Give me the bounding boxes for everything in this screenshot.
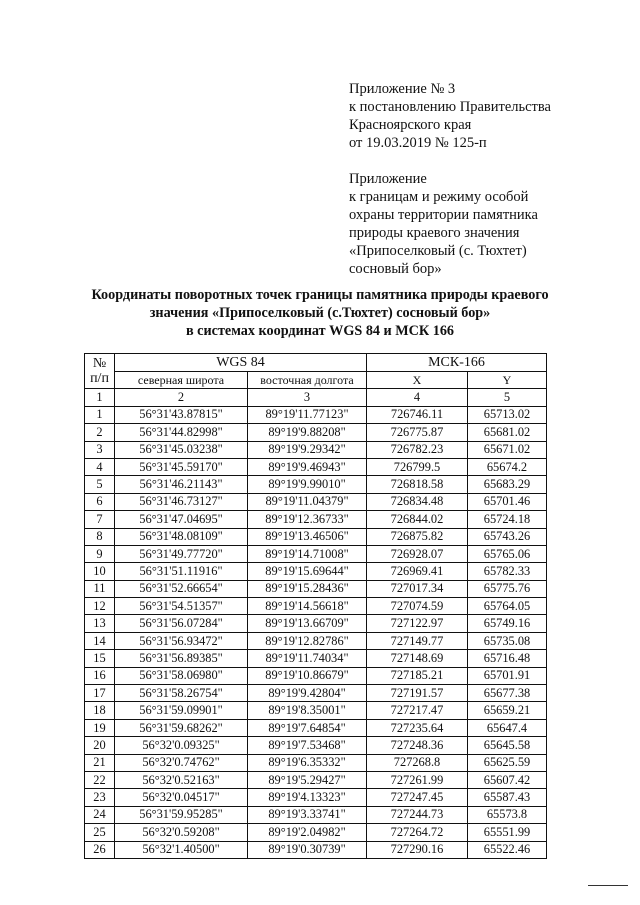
y-cell: 65573.8	[468, 806, 547, 823]
appendix-line: от 19.03.2019 № 125-п	[349, 135, 487, 151]
longitude-cell: 89°19'15.28436"	[248, 580, 367, 597]
table-row	[85, 719, 547, 736]
y-cell: 65625.59	[468, 754, 547, 771]
x-cell: 726844.02	[367, 511, 468, 528]
x-cell: 726969.41	[367, 563, 468, 580]
longitude-cell: 89°19'7.53468"	[248, 737, 367, 754]
point-number: 3	[85, 441, 115, 458]
table-row	[85, 511, 547, 528]
x-cell: 726928.07	[367, 545, 468, 562]
x-cell: 726775.87	[367, 424, 468, 441]
table-row	[85, 528, 547, 545]
table-row	[85, 493, 547, 510]
latitude-cell: 56°31'59.09901"	[115, 702, 248, 719]
point-number: 15	[85, 650, 115, 667]
x-cell: 727074.59	[367, 598, 468, 615]
longitude-cell: 89°19'12.36733"	[248, 511, 367, 528]
table-row	[85, 632, 547, 649]
y-cell: 65782.33	[468, 563, 547, 580]
table-row	[85, 545, 547, 562]
latitude-cell: 56°31'45.03238"	[115, 441, 248, 458]
appendix-line: сосновый бор»	[349, 261, 442, 277]
table-row	[85, 476, 547, 493]
x-cell: 727122.97	[367, 615, 468, 632]
table-row	[85, 458, 547, 475]
point-number: 17	[85, 685, 115, 702]
table-row	[85, 771, 547, 788]
y-cell: 65647.4	[468, 719, 547, 736]
y-cell: 65607.42	[468, 771, 547, 788]
latitude-cell: 56°31'56.89385"	[115, 650, 248, 667]
x-cell: 727217.47	[367, 702, 468, 719]
column-number-row	[85, 389, 547, 406]
title-line: Координаты поворотных точек границы памятника природы краевого	[91, 287, 549, 303]
latitude-cell: 56°31'52.66654"	[115, 580, 248, 597]
column-number: 5	[468, 389, 547, 406]
table-row	[85, 580, 547, 597]
x-cell: 727185.21	[367, 667, 468, 684]
table-header-row	[85, 354, 547, 372]
longitude-cell: 89°19'6.35332"	[248, 754, 367, 771]
latitude-cell: 56°32'0.04517"	[115, 789, 248, 806]
longitude-cell: 89°19'12.82786"	[248, 632, 367, 649]
latitude-cell: 56°32'1.40500"	[115, 841, 248, 858]
appendix-line: охраны территории памятника	[349, 207, 538, 223]
longitude-cell: 89°19'3.33741"	[248, 806, 367, 823]
latitude-cell: 56°31'47.04695"	[115, 511, 248, 528]
longitude-cell: 89°19'9.88208"	[248, 424, 367, 441]
table-subheader-row	[85, 372, 547, 389]
x-cell: 727290.16	[367, 841, 468, 858]
longitude-cell: 89°19'9.99010"	[248, 476, 367, 493]
table-row	[85, 806, 547, 823]
table-row	[85, 824, 547, 841]
point-number: 10	[85, 563, 115, 580]
table-row	[85, 424, 547, 441]
point-number: 26	[85, 841, 115, 858]
latitude-cell: 56°32'0.74762"	[115, 754, 248, 771]
msk166-header: МСК-166	[367, 354, 547, 372]
longitude-header: восточная долгота	[248, 372, 367, 389]
document-title	[0, 286, 640, 340]
latitude-cell: 56°31'59.68262"	[115, 719, 248, 736]
longitude-cell: 89°19'14.56618"	[248, 598, 367, 615]
y-cell: 65551.99	[468, 824, 547, 841]
latitude-cell: 56°32'0.09325"	[115, 737, 248, 754]
point-number: 4	[85, 458, 115, 475]
y-cell: 65681.02	[468, 424, 547, 441]
latitude-header: северная широта	[115, 372, 248, 389]
column-number: 2	[115, 389, 248, 406]
x-cell: 726782.23	[367, 441, 468, 458]
table-row	[85, 615, 547, 632]
y-cell: 65645.58	[468, 737, 547, 754]
y-cell: 65716.48	[468, 650, 547, 667]
appendix-reference-block	[349, 80, 629, 278]
appendix-line: к постановлению Правительства	[349, 99, 551, 115]
x-cell: 726818.58	[367, 476, 468, 493]
latitude-cell: 56°31'49.77720"	[115, 545, 248, 562]
latitude-cell: 56°31'56.93472"	[115, 632, 248, 649]
table-row	[85, 598, 547, 615]
point-number: 25	[85, 824, 115, 841]
x-cell: 727248.36	[367, 737, 468, 754]
point-number: 13	[85, 615, 115, 632]
point-number: 6	[85, 493, 115, 510]
point-number: 24	[85, 806, 115, 823]
longitude-cell: 89°19'14.71008"	[248, 545, 367, 562]
longitude-cell: 89°19'2.04982"	[248, 824, 367, 841]
x-cell: 727268.8	[367, 754, 468, 771]
point-number: 8	[85, 528, 115, 545]
point-number: 21	[85, 754, 115, 771]
longitude-cell: 89°19'11.04379"	[248, 493, 367, 510]
latitude-cell: 56°31'46.21143"	[115, 476, 248, 493]
point-number: 2	[85, 424, 115, 441]
y-cell: 65683.29	[468, 476, 547, 493]
latitude-cell: 56°31'46.73127"	[115, 493, 248, 510]
y-header: Y	[468, 372, 547, 389]
point-number: 23	[85, 789, 115, 806]
point-number: 19	[85, 719, 115, 736]
y-cell: 65701.91	[468, 667, 547, 684]
longitude-cell: 89°19'5.29427"	[248, 771, 367, 788]
x-cell: 727244.73	[367, 806, 468, 823]
x-cell: 727247.45	[367, 789, 468, 806]
latitude-cell: 56°31'43.87815"	[115, 406, 248, 423]
y-cell: 65713.02	[468, 406, 547, 423]
y-cell: 65743.26	[468, 528, 547, 545]
x-cell: 727191.57	[367, 685, 468, 702]
longitude-cell: 89°19'13.66709"	[248, 615, 367, 632]
point-number: 22	[85, 771, 115, 788]
appendix-line: «Припоселковый (с. Тюхтет)	[349, 243, 527, 259]
x-cell: 727264.72	[367, 824, 468, 841]
number-header-line2: п/п	[90, 371, 109, 387]
appendix-line: Приложение № 3	[349, 81, 456, 97]
table-row	[85, 737, 547, 754]
table-row	[85, 702, 547, 719]
longitude-cell: 89°19'4.13323"	[248, 789, 367, 806]
appendix-line: к границам и режиму особой	[349, 189, 529, 205]
y-cell: 65735.08	[468, 632, 547, 649]
column-number: 3	[248, 389, 367, 406]
longitude-cell: 89°19'9.42804"	[248, 685, 367, 702]
x-cell: 726799.5	[367, 458, 468, 475]
y-cell: 65749.16	[468, 615, 547, 632]
title-line: в системах координат WGS 84 и МСК 166	[185, 323, 455, 339]
column-number: 4	[367, 389, 468, 406]
point-number: 16	[85, 667, 115, 684]
x-cell: 727149.77	[367, 632, 468, 649]
y-cell: 65775.76	[468, 580, 547, 597]
table-row	[85, 667, 547, 684]
latitude-cell: 56°31'58.06980"	[115, 667, 248, 684]
appendix-line: природы краевого значения	[349, 225, 520, 241]
y-cell: 65587.43	[468, 789, 547, 806]
y-cell: 65522.46	[468, 841, 547, 858]
latitude-cell: 56°31'58.26754"	[115, 685, 248, 702]
y-cell: 65674.2	[468, 458, 547, 475]
latitude-cell: 56°31'45.59170"	[115, 458, 248, 475]
x-cell: 727017.34	[367, 580, 468, 597]
y-cell: 65764.05	[468, 598, 547, 615]
longitude-cell: 89°19'15.69644"	[248, 563, 367, 580]
appendix-line: Приложение	[349, 171, 427, 187]
latitude-cell: 56°32'0.59208"	[115, 824, 248, 841]
y-cell: 65701.46	[468, 493, 547, 510]
column-number: 1	[85, 389, 115, 406]
x-cell: 726834.48	[367, 493, 468, 510]
point-number: 14	[85, 632, 115, 649]
table-row	[85, 685, 547, 702]
y-cell: 65677.38	[468, 685, 547, 702]
point-number: 12	[85, 598, 115, 615]
table-row	[85, 441, 547, 458]
point-number: 9	[85, 545, 115, 562]
number-header	[85, 354, 115, 389]
y-cell: 65724.18	[468, 511, 547, 528]
latitude-cell: 56°31'54.51357"	[115, 598, 248, 615]
longitude-cell: 89°19'0.30739"	[248, 841, 367, 858]
longitude-cell: 89°19'7.64854"	[248, 719, 367, 736]
point-number: 18	[85, 702, 115, 719]
y-cell: 65671.02	[468, 441, 547, 458]
table-row	[85, 406, 547, 423]
latitude-cell: 56°31'51.11916"	[115, 563, 248, 580]
longitude-cell: 89°19'11.77123"	[248, 406, 367, 423]
number-header-line1: №	[92, 356, 107, 372]
latitude-cell: 56°31'48.08109"	[115, 528, 248, 545]
x-header: X	[367, 372, 468, 389]
x-cell: 727235.64	[367, 719, 468, 736]
x-cell: 727148.69	[367, 650, 468, 667]
x-cell: 726746.11	[367, 406, 468, 423]
longitude-cell: 89°19'9.29342"	[248, 441, 367, 458]
y-cell: 65659.21	[468, 702, 547, 719]
point-number: 20	[85, 737, 115, 754]
latitude-cell: 56°31'56.07284"	[115, 615, 248, 632]
latitude-cell: 56°31'44.82998"	[115, 424, 248, 441]
table-row	[85, 563, 547, 580]
x-cell: 726875.82	[367, 528, 468, 545]
table-row	[85, 650, 547, 667]
table-row	[85, 754, 547, 771]
point-number: 7	[85, 511, 115, 528]
x-cell: 727261.99	[367, 771, 468, 788]
table-row	[85, 789, 547, 806]
footer-rule	[588, 885, 628, 886]
latitude-cell: 56°32'0.52163"	[115, 771, 248, 788]
wgs84-header: WGS 84	[115, 354, 367, 372]
point-number: 11	[85, 580, 115, 597]
longitude-cell: 89°19'13.46506"	[248, 528, 367, 545]
longitude-cell: 89°19'10.86679"	[248, 667, 367, 684]
coordinates-table	[84, 353, 547, 859]
point-number: 5	[85, 476, 115, 493]
appendix-line: Красноярского края	[349, 117, 472, 133]
table-row	[85, 841, 547, 858]
y-cell: 65765.06	[468, 545, 547, 562]
longitude-cell: 89°19'9.46943"	[248, 458, 367, 475]
appendix-gap	[349, 152, 629, 170]
longitude-cell: 89°19'11.74034"	[248, 650, 367, 667]
point-number: 1	[85, 406, 115, 423]
title-line: значения «Припоселковый (с.Тюхтет) сосновый бор»	[149, 305, 491, 321]
longitude-cell: 89°19'8.35001"	[248, 702, 367, 719]
latitude-cell: 56°31'59.95285"	[115, 806, 248, 823]
